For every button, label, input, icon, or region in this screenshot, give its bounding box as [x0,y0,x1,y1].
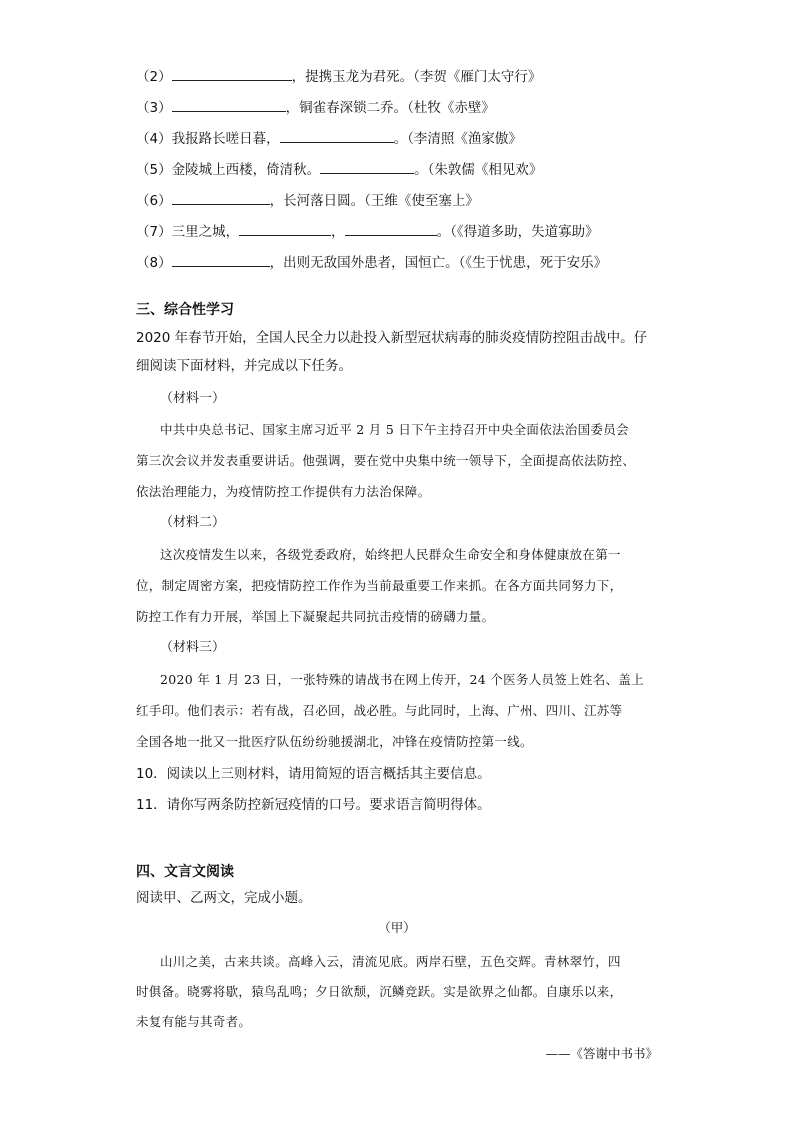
section-heading: 四、文言文阅读 [136,864,234,880]
answer-blank[interactable] [172,66,292,81]
section-intro-line: 细阅读下面材料，并完成以下任务。 [136,358,352,374]
item-number: （4） [136,131,172,147]
item-text: 。（《得道多助，失道寡助》 [436,224,599,240]
item-text: 三里之城， [171,224,240,240]
section-intro-line: 2020 年春节开始，全国人民全力以赴投入新型冠状病毒的肺炎疫情防控阻击战中。仔 [136,330,648,346]
item-number: （6） [136,193,172,209]
item-text: ，铜雀春深锁二乔。（杜牧《赤壁》 [285,100,495,116]
material-line: 红手印。他们表示：若有战，召必回，战必胜。与此同时，上海、广州、四川、江苏等 [136,703,623,718]
answer-blank[interactable] [172,190,270,205]
material-line: 这次疫情发生以来，各级党委政府，始终把人民群众生命安全和身体健康放在第一 [160,547,621,562]
item-number: （5） [136,162,172,178]
section-intro-line: 阅读甲、乙两文，完成小题。 [136,890,312,906]
item-number: （2） [136,69,172,85]
material-label: （材料二） [160,515,226,530]
fill-blank-7 [136,221,599,242]
item-text: 。（李清照《渔家傲》 [393,131,522,147]
material-line: 依法治理能力，为疫情防控工作提供有力法治保障。 [136,484,431,499]
classical-text-line: 未复有能与其奇者。 [136,1014,252,1029]
classical-text-line: 时俱备。晓雾将歇，猿鸟乱鸣；夕日欲颓，沉鳞竞跃。实是欲界之仙都。自康乐以来， [136,984,623,999]
answer-blank[interactable] [345,221,437,236]
answer-blank[interactable] [239,221,331,236]
section-heading: 三、综合性学习 [136,302,234,318]
fill-blank-8 [136,252,607,273]
material-line: 2020 年 1 月 23 日，一张特殊的请战书在网上传开，24 个医务人员签上姓名、盖上 [160,672,644,687]
material-label: （材料一） [160,391,226,406]
item-text: ，出则无敌国外患者，国恒亡。（《生于忧患，死于安乐》 [269,255,608,271]
fill-blank-2 [136,66,541,87]
item-text: 金陵城上西楼，倚清秋。 [171,162,321,178]
item-number: （7） [136,224,172,240]
material-line: 第三次会议并发表重要讲话。他强调，要在党中央集中统一领导下，全面提高依法防控、 [136,453,636,468]
item-text: ，提携玉龙为君死。（李贺《雁门太守行》 [291,69,542,85]
question-10: 10．阅读以上三则材料，请用简短的语言概括其主要信息。 [136,766,491,782]
item-text: 。（朱敦儒《相见欢》 [414,162,543,178]
answer-blank[interactable] [280,128,394,143]
material-label: （材料三） [160,640,226,655]
answer-blank[interactable] [320,159,414,174]
question-11: 11．请你写两条防控新冠疫情的口号。要求语言简明得体。 [136,797,491,813]
text-source: ——《答谢中书书》 [545,1046,658,1061]
item-number: （3） [136,100,172,116]
material-line: 位，制定周密方案，把疫情防控工作作为当前最重要工作来抓。在各方面共同努力下， [136,578,623,593]
answer-blank[interactable] [172,252,270,267]
item-text: 我报路长嗟日暮， [171,131,280,147]
fill-blank-5 [136,159,542,180]
fill-blank-3 [136,97,495,118]
material-line: 防控工作有力开展，举国上下凝聚起共同抗击疫情的磅礴力量。 [136,609,495,624]
item-text: ， [331,224,345,240]
material-line: 全国各地一批又一批医疗队伍纷纷驰援湖北，冲锋在疫情防控第一线。 [136,734,533,749]
text-label-a: （甲） [378,920,416,935]
material-line: 中共中央总书记、国家主席习近平 2 月 5 日下午主持召开中央全面依法治国委员会 [160,422,629,437]
fill-blank-6 [136,190,479,211]
item-text: ，长河落日圆。（王维《使至塞上》 [269,193,479,209]
fill-blank-4 [136,128,522,149]
item-number: （8） [136,255,172,271]
classical-text-line: 山川之美，古来共谈。高峰入云，清流见底。两岸石壁，五色交辉。青林翠竹，四 [160,954,621,969]
answer-blank[interactable] [172,97,286,112]
